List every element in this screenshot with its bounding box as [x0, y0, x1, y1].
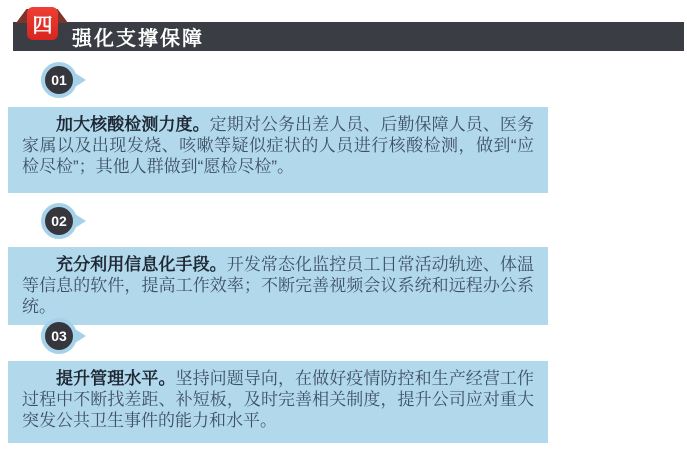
item-02-lead: 充分利用信息化手段。 — [56, 255, 227, 274]
pointer-right-icon — [75, 73, 86, 87]
item-02-number: 02 — [51, 213, 67, 229]
item-03-number: 03 — [51, 328, 67, 344]
item-02-body: 开发常态化监控员工日常活动轨迹、体温等信息的软件，提高工作效率；不断完善视频会议系统和远程办公系统。 — [22, 255, 535, 316]
item-01-marker — [41, 62, 77, 98]
item-02-marker — [41, 203, 77, 239]
pointer-right-icon — [75, 329, 86, 343]
item-01-number: 01 — [51, 72, 67, 88]
page-title: 强化支撑保障 — [72, 28, 204, 50]
item-01-paragraph — [22, 114, 534, 177]
header-banner — [13, 22, 684, 51]
item-01-text-panel — [8, 107, 548, 193]
pointer-right-icon — [75, 214, 86, 228]
item-03-text-panel — [8, 361, 548, 443]
item-03-lead: 提升管理水平。 — [56, 369, 176, 388]
item-02-paragraph — [22, 254, 534, 317]
item-03-paragraph — [22, 368, 534, 431]
item-01-body: 定期对公务出差人员、后勤保障人员、医务家属以及出现发烧、咳嗽等疑似症状的人员进行核酸检测，做到“应检尽检”；其他人群做到“愿检尽检”。 — [22, 115, 535, 176]
item-01-lead: 加大核酸检测力度。 — [56, 115, 210, 134]
item-03-marker — [41, 318, 77, 354]
item-03-body: 坚持问题导向，在做好疫情防控和生产经营工作过程中不断找差距、补短板，及时完善相关制度，提升公司应对重大突发公共卫生事件的能力和水平。 — [22, 369, 535, 430]
item-02-text-panel — [8, 247, 548, 325]
section-number-badge: 四 — [27, 7, 58, 40]
